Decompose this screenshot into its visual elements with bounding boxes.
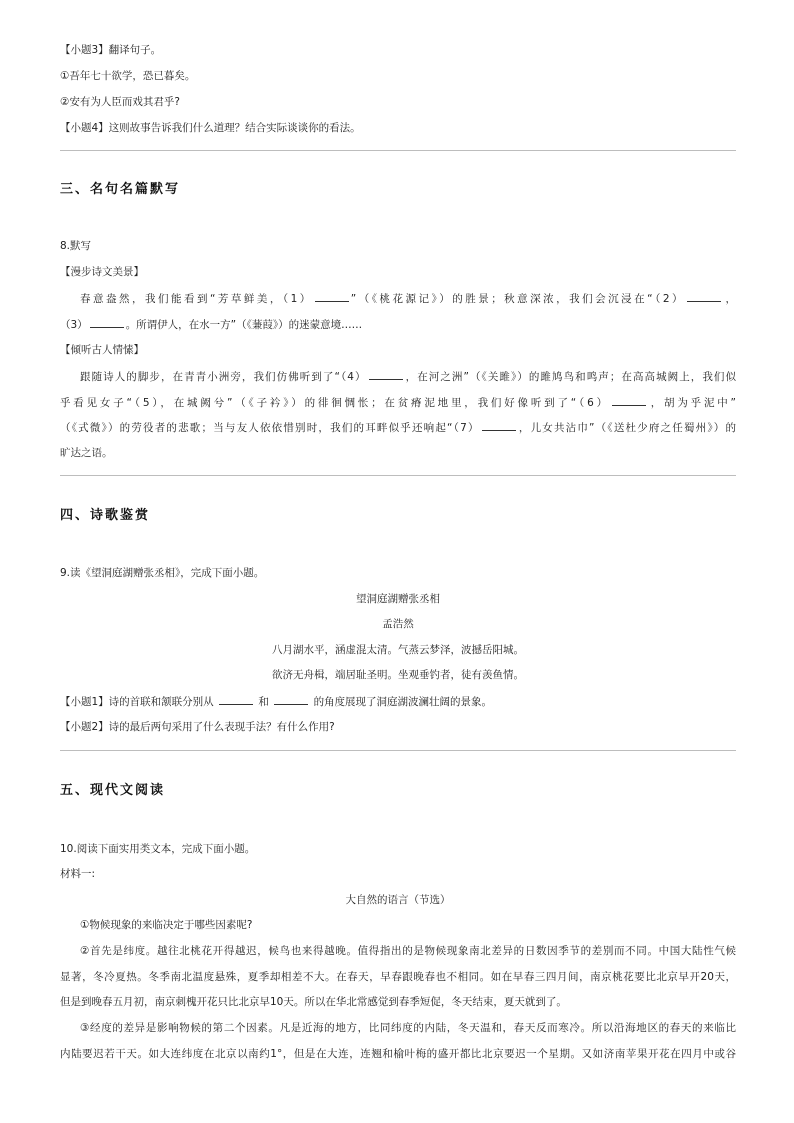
answer-blank-4[interactable]: [369, 369, 403, 380]
article-paragraph-3-line: 内陆要迟若干天。如大连纬度在北京以南约1°，但是在大连，连翘和榆叶梅的盛开都比北京要迟一个星期。又如济南苹果开花在四月中或谷: [60, 1048, 736, 1060]
answer-blank-b[interactable]: [274, 694, 308, 705]
paragraph-line: （《式微》）的劳役者的悲歌；当与友人依依惜别时，我们的耳畔似乎还响起“（7） ，儿女共沾巾”（《送杜少府之任蜀州》）的: [60, 422, 736, 434]
article-title: 大自然的语言（节选）: [345, 894, 451, 906]
divider: [60, 750, 736, 751]
sentence-1: ①吾年七十欲学，恐已暮矣。: [60, 70, 196, 82]
answer-blank-2[interactable]: [687, 291, 721, 302]
part-title-scenery: 【漫步诗文美景】: [60, 266, 144, 278]
sentence-2: ②安有为人臣而戏其君乎?: [60, 96, 180, 108]
divider: [60, 150, 736, 151]
paragraph-line: 跟随诗人的脚步，在青青小洲旁，我们仿佛听到了“（4） ，在河之洲”（《关雎》）的雎鸠鸟和鸣声；在高高城阙上，我们似: [80, 371, 736, 383]
paragraph-line: 旷达之语。: [60, 447, 113, 459]
paragraph-line: 春意盎然，我们能看到“芳草鲜美，（1） ”（《桃花源记》）的胜景；秋意深浓，我们会沉浸在“（2） ，: [80, 293, 736, 305]
answer-blank-3[interactable]: [90, 317, 124, 328]
paragraph-line: 乎看见女子“（5），在城阙兮”（《子衿》）的徘徊惆怅；在贫瘠泥地里，我们好像听到了“（6） ，胡为乎泥中”: [60, 397, 736, 409]
article-paragraph-3-line: ③经度的差异是影响物候的第二个因素。凡是近海的地方，比同纬度的内陆，冬天温和，春天反而寒冷。所以沿海地区的春天的来临比: [80, 1022, 736, 1034]
sub-question-2: 【小题2】诗的最后两句采用了什么表现手法？有什么作用?: [60, 721, 335, 733]
question-10: 10.阅读下面实用类文本，完成下面小题。: [60, 843, 256, 855]
part-title-emotion: 【倾听古人情愫】: [60, 344, 144, 356]
divider: [60, 475, 736, 476]
answer-blank-7[interactable]: [482, 420, 516, 431]
poem-line-2: 欲济无舟楫，端居耻圣明。坐观垂钓者，徒有羡鱼情。: [272, 669, 524, 681]
sub-question-1: 【小题1】诗的首联和颔联分别从 和 的角度展现了洞庭湖波澜壮阔的景象。: [60, 696, 493, 708]
answer-blank-6[interactable]: [612, 395, 646, 406]
material-label: 材料一:: [60, 868, 96, 880]
question-9: 9.读《望洞庭湖赠张丞相》，完成下面小题。: [60, 567, 265, 579]
sub-question-4: 【小题4】这则故事告诉我们什么道理？结合实际谈谈你的看法。: [60, 122, 361, 134]
poem-line-1: 八月湖水平，涵虚混太清。气蒸云梦泽，波撼岳阳城。: [272, 644, 524, 656]
article-paragraph-1: ①物候现象的来临决定于哪些因素呢?: [80, 919, 253, 931]
answer-blank-a[interactable]: [219, 694, 253, 705]
poem-title: 望洞庭湖赠张丞相: [356, 593, 440, 605]
section-heading-5: 五、现代文阅读: [60, 783, 166, 798]
answer-blank-1[interactable]: [315, 291, 349, 302]
article-paragraph-2-line: 显著，冬冷夏热。冬季南北温度悬殊，夏季却相差不大。在春天，早春跟晚春也不相同。如在早春三四月间，南京桃花要比北京早开20天，: [60, 971, 736, 983]
question-8: 8.默写: [60, 240, 92, 252]
article-paragraph-2-line: 但是到晚春五月初，南京刺槐开花只比北京早10天。所以在华北常感觉到春季短促，冬天结束，夏天就到了。: [60, 996, 567, 1008]
sub-question-3: 【小题3】翻译句子。: [60, 44, 162, 56]
paragraph-line: （3） 。所谓伊人，在水一方”（《蒹葭》）的迷蒙意境……: [60, 319, 363, 331]
poem-author: 孟浩然: [382, 618, 414, 630]
section-heading-3: 三、名句名篇默写: [60, 182, 181, 197]
section-heading-4: 四、诗歌鉴赏: [60, 508, 151, 523]
article-paragraph-2-line: ②首先是纬度。越往北桃花开得越迟，候鸟也来得越晚。值得指出的是物候现象南北差异的日数因季节的差别而不同。中国大陆性气候: [80, 945, 736, 957]
